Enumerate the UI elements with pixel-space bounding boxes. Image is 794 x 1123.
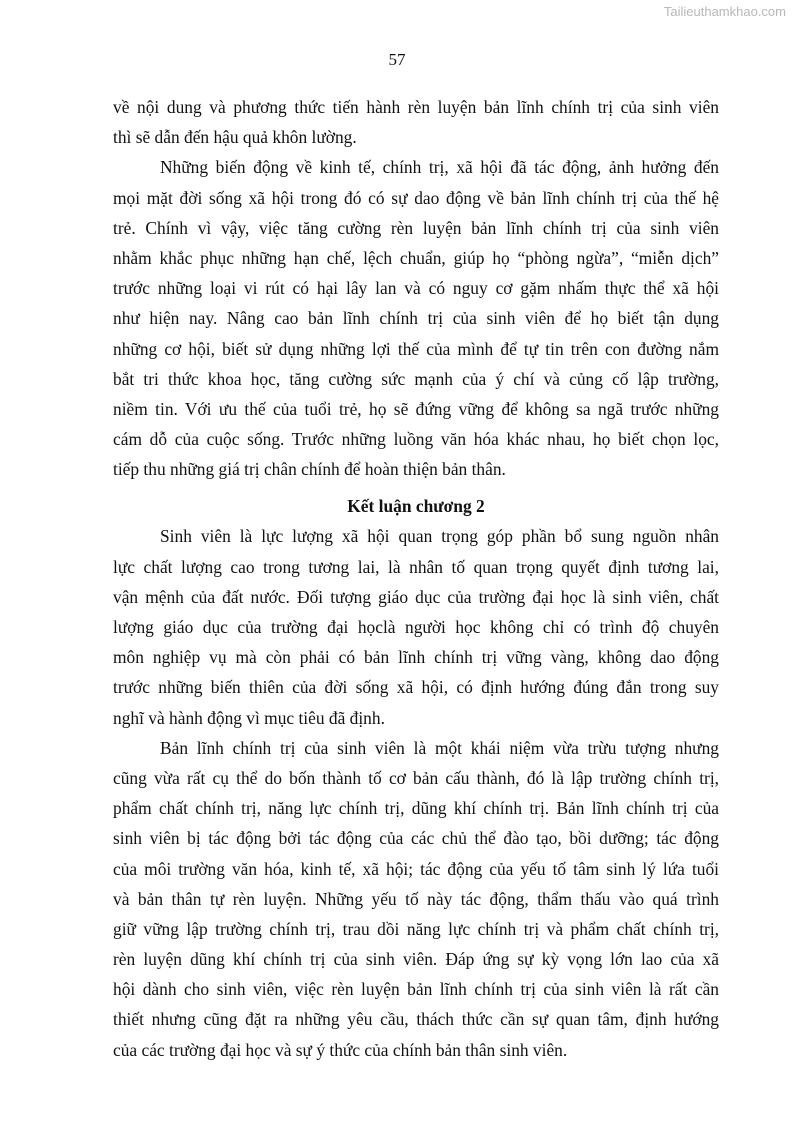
text-line: mọi mặt đời sống xã hội trong đó có sự dao động về bản lĩnh chính trị của thế hệ [113, 187, 719, 208]
text-line: môn nghiệp vụ mà còn phải có bản lĩnh chính trị vững vàng, không dao động [113, 647, 719, 668]
text-line: của các trường đại học và sự ý thức của chính bản thân sinh viên. [113, 1039, 568, 1060]
text-line: như hiện nay. Nâng cao bản lĩnh chính trị của sinh viên để họ biết tận dụng [113, 308, 719, 329]
text-line: thì sẽ dẫn đến hậu quả khôn lường. [113, 127, 357, 148]
text-line: thiết nhưng cũng đặt ra những yêu cầu, thách thức cần sự quan tâm, định hướng [113, 1009, 719, 1030]
text-line: nhằm khắc phục những hạn chế, lệch chuẩn, giúp họ “phòng ngừa”, “miễn dịch” [113, 247, 719, 268]
text-line: Bản lĩnh chính trị của sinh viên là một khái niệm vừa trừu tượng nhưng [160, 737, 719, 758]
text-line: bắt tri thức khoa học, tăng cường sức mạnh của ý chí và củng cố lập trường, [113, 368, 719, 389]
paragraph [113, 521, 719, 732]
page-number: 57 [388, 50, 406, 69]
text-line: những cơ hội, biết sử dụng những lợi thế của mình để tự tin trên con đường nắm [113, 338, 719, 359]
text-line: niềm tin. Với ưu thế của tuổi trẻ, họ sẽ đứng vững để không sa ngã trước những [113, 398, 719, 419]
text-line: cám dỗ của cuộc sống. Trước những luồng văn hóa khác nhau, họ biết chọn lọc, [113, 429, 719, 450]
text-line: lượng giáo dục của trường đại họclà người học không chỉ có trình độ chuyên [113, 617, 719, 637]
text-line: sinh viên bị tác động bởi tác động của các chủ thể đào tạo, bồi dưỡng; tác động [113, 828, 719, 849]
text-line: trước những biến thiên của đời sống xã hội, có định hướng đúng đắn trong suy [113, 677, 719, 698]
text-line: rèn luyện dũng khí chính trị của sinh viên. Đáp ứng sự kỳ vọng lớn lao của xã [113, 949, 719, 970]
text-line: tiếp thu những giá trị chân chính để hoàn thiện bản thân. [113, 459, 506, 480]
text-line: của môi trường văn hóa, kinh tế, xã hội; tác động của yếu tố tâm sinh lý lứa tuổi [113, 858, 719, 879]
document-body [113, 92, 719, 1065]
paragraph [113, 92, 719, 152]
watermark: Tailieuthamkhao.com [663, 4, 786, 19]
paragraph [113, 733, 719, 1065]
section-heading: Kết luận chương 2 [347, 496, 485, 517]
text-line: hội dành cho sinh viên, việc rèn luyện bản lĩnh chính trị của sinh viên là rất cần [113, 979, 719, 1000]
text-line: và bản thân tự rèn luyện. Những yếu tố này tác động, thẩm thấu vào quá trình [113, 888, 719, 909]
text-line: trước những loại vi rút có hại lây lan và có nguy cơ gặm nhấm thực thể xã hội [113, 278, 719, 299]
text-line: nghĩ và hành động vì mục tiêu đã định. [113, 707, 385, 728]
text-line: lực chất lượng cao trong tương lai, là nhân tố quan trọng quyết định tương lai, [113, 556, 719, 577]
text-line: về nội dung và phương thức tiến hành rèn luyện bản lĩnh chính trị của sinh viên [113, 97, 719, 117]
text-line: Những biến động về kinh tế, chính trị, xã hội đã tác động, ảnh hưởng đến [160, 157, 719, 178]
text-line: Sinh viên là lực lượng xã hội quan trọng góp phần bổ sung nguồn nhân [160, 526, 719, 547]
text-line: giữ vững lập trường chính trị, trau dồi năng lực chính trị và phẩm chất chính trị, [113, 918, 719, 939]
text-line: phẩm chất chính trị, năng lực chính trị, dũng khí chính trị. Bản lĩnh chính trị của [113, 798, 719, 819]
text-line: vận mệnh của đất nước. Đối tượng giáo dục của trường đại học là sinh viên, chất [113, 586, 719, 607]
paragraph [113, 152, 719, 484]
text-line: trẻ. Chính vì vậy, việc tăng cường rèn luyện bản lĩnh chính trị của sinh viên [113, 217, 719, 238]
text-line: cũng vừa rất cụ thể do bốn thành tố cơ bản cấu thành, đó là lập trường chính trị, [113, 767, 719, 788]
